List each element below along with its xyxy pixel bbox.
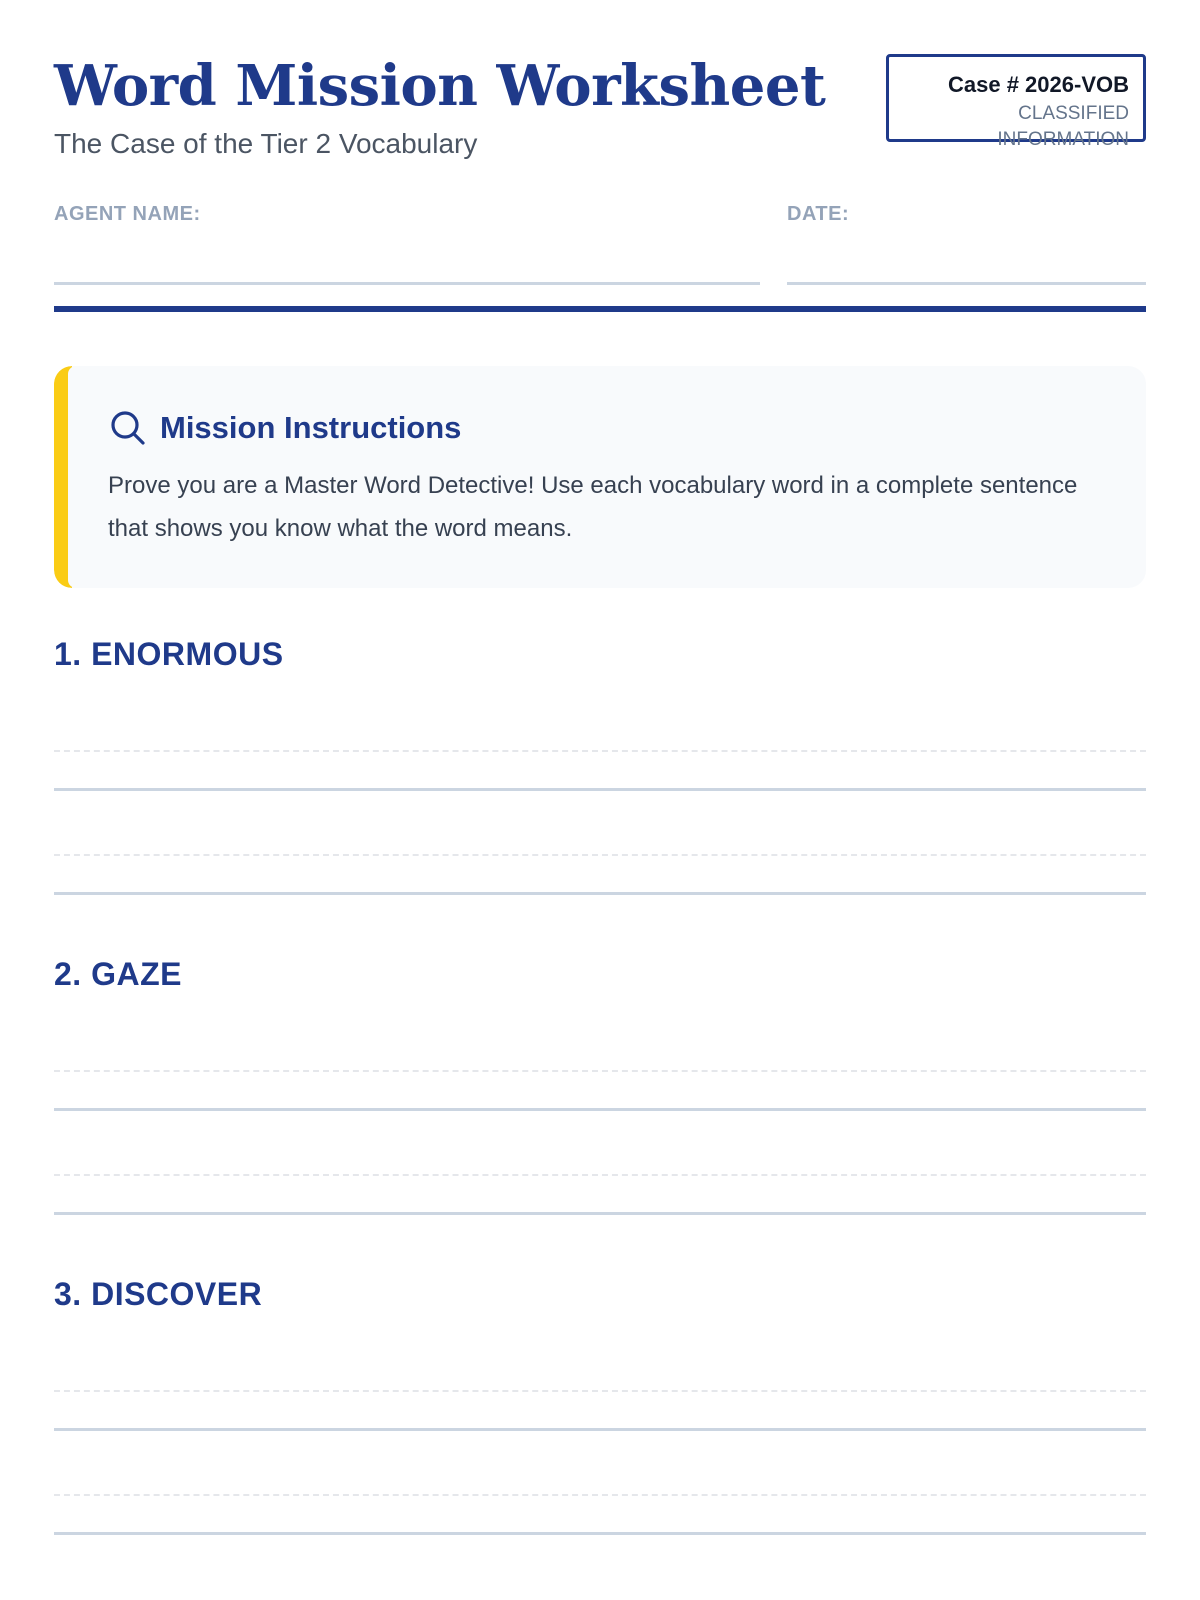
word-item-1 [54, 588, 1146, 908]
writing-line[interactable] [54, 1428, 1146, 1431]
writing-line[interactable] [54, 1532, 1146, 1535]
case-number: Case # 2026-VOB [948, 72, 1129, 97]
agent-name-line[interactable] [54, 282, 760, 285]
header-divider [54, 306, 1146, 312]
guide-line [54, 854, 1146, 856]
student-fields [54, 175, 1146, 295]
guide-line [54, 1070, 1146, 1072]
word-item-3 [54, 1228, 1146, 1548]
writing-line[interactable] [54, 788, 1146, 791]
worksheet-header [54, 0, 1146, 175]
search-icon [108, 408, 148, 448]
date-line[interactable] [787, 282, 1146, 285]
writing-line[interactable] [54, 1108, 1146, 1111]
page-subtitle: The Case of the Tier 2 Vocabulary [54, 128, 478, 159]
guide-line [54, 1494, 1146, 1496]
case-classification: CLASSIFIED INFORMATION [997, 102, 1129, 151]
instructions-text: Prove you are a Master Word Detective! Use each vocabulary word in a complete sentence that shows you know what the word means. [108, 472, 1078, 542]
writing-line[interactable] [54, 892, 1146, 895]
mission-instructions-panel [54, 366, 1146, 588]
case-badge [886, 54, 1146, 151]
instructions-title: Mission Instructions [160, 410, 462, 445]
word-label: 1. ENORMOUS [54, 636, 284, 672]
date-label: DATE: [787, 203, 850, 225]
word-item-2 [54, 908, 1146, 1228]
guide-line [54, 750, 1146, 752]
writing-line[interactable] [54, 1212, 1146, 1215]
date-field[interactable] [787, 203, 1146, 285]
word-label: 3. DISCOVER [54, 1276, 263, 1312]
agent-name-label: AGENT NAME: [54, 203, 201, 225]
page-title: Word Mission Worksheet [54, 53, 826, 119]
word-label: 2. GAZE [54, 956, 182, 992]
guide-line [54, 1174, 1146, 1176]
guide-line [54, 1390, 1146, 1392]
instructions-heading [108, 406, 1096, 450]
agent-name-field[interactable] [54, 203, 760, 285]
